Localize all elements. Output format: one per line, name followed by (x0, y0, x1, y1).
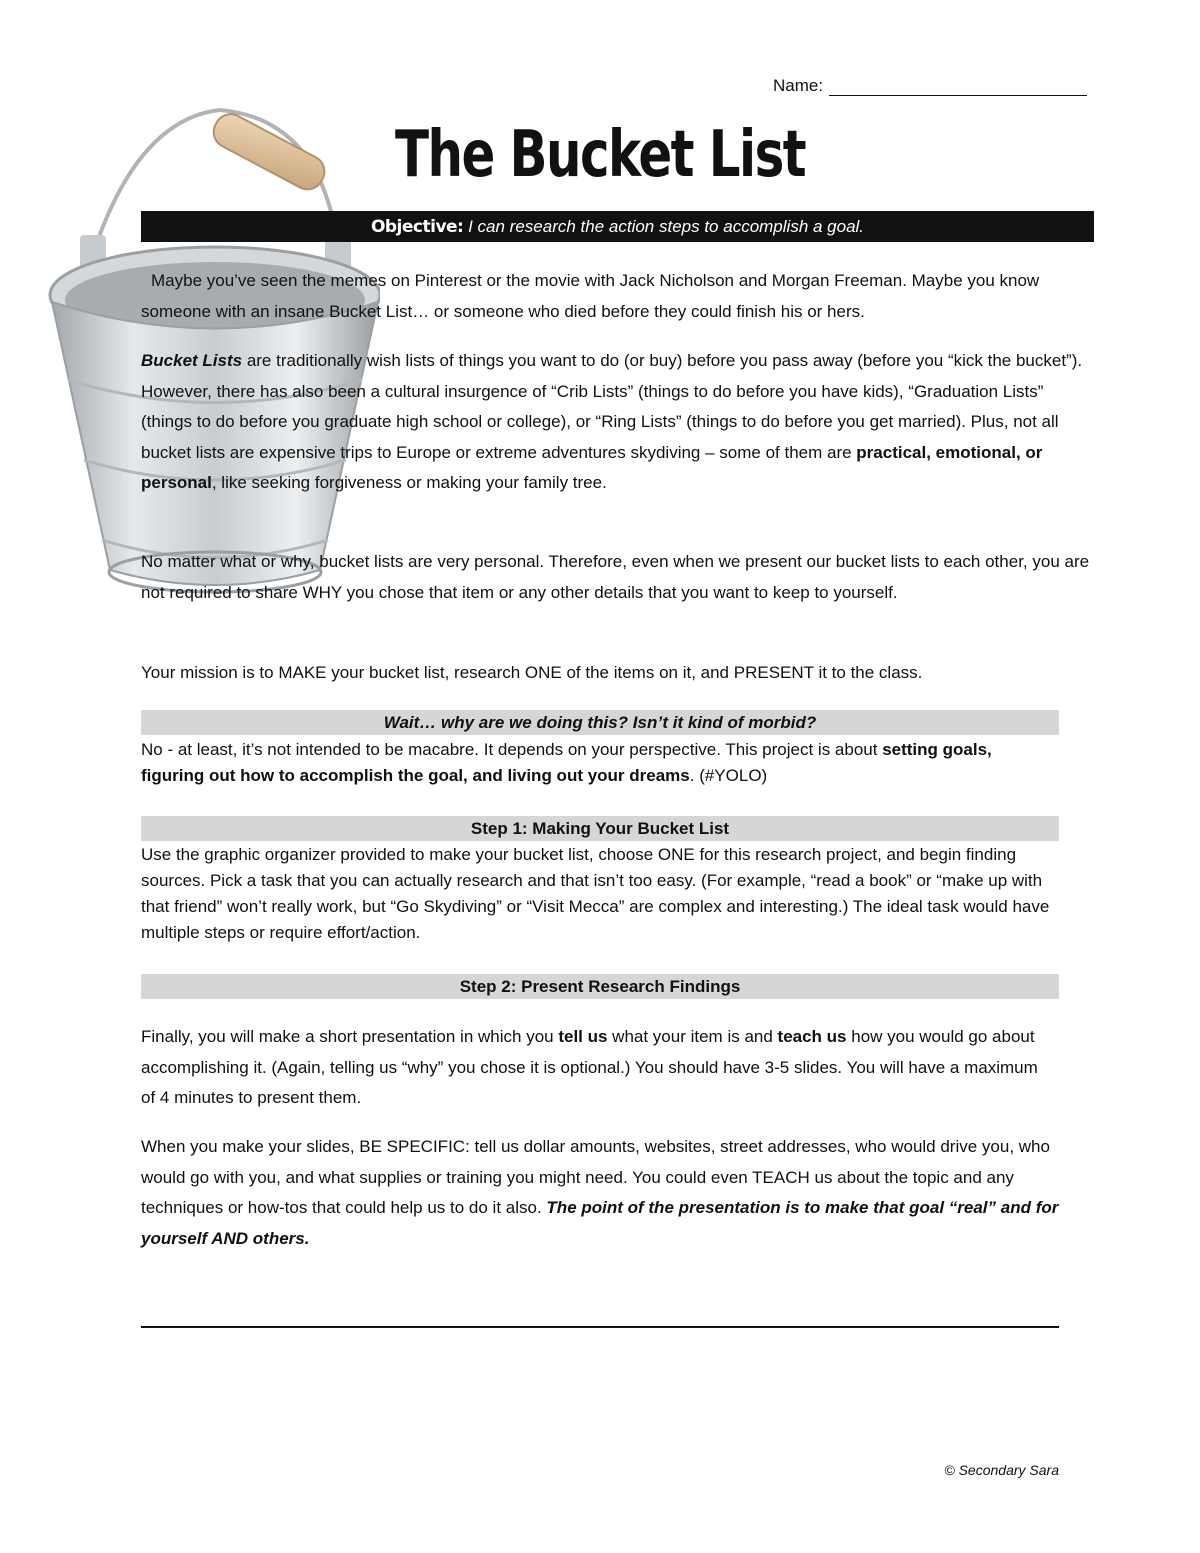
why-text-a: No - at least, it’s not intended to be macabre. It depends on your perspective. This project is about (141, 740, 883, 759)
step2-p1-text-b: what your item is and (607, 1027, 778, 1046)
why-heading: Wait… why are we doing this? Isn’t it kind of morbid? (141, 710, 1059, 735)
step1-heading: Step 1: Making Your Bucket List (141, 816, 1059, 841)
why-text-b: . (#YOLO) (689, 766, 768, 785)
intro-paragraph-2-bold: practical, emotional, or personal (141, 442, 1043, 492)
intro-paragraph-1: Maybe you’ve seen the memes on Pinterest or the movie with Jack Nicholson and Morgan Freeman. Maybe you know someone with an insane Bucket List… or someone who died before they could finish his or hers. (141, 271, 1040, 321)
step2-tell-us: tell us (558, 1027, 608, 1046)
intro-paragraph-4: Your mission is to MAKE your bucket list, research ONE of the items on it, and PRESENT it to the class. (141, 663, 923, 682)
step1-paragraph: Use the graphic organizer provided to make your bucket list, choose ONE for this research project, and begin finding sources. Pick a task that you can actually research and that isn’t too easy. (For example, “read a book” or “make up with that friend” won’t really work, but “Go Skydiving” or “Visit Mecca” are complex and interesting.) The ideal task would have multiple steps or require effort/action. (141, 845, 1050, 942)
step2-heading: Step 2: Present Research Findings (141, 974, 1059, 999)
name-blank-line[interactable] (829, 77, 1087, 96)
step2-p2-emphasis: The point of the presentation is to make that goal “real” and for yourself AND others. (141, 1198, 1059, 1248)
bottom-divider (141, 1326, 1059, 1328)
step2-paragraph-1 (141, 1022, 1051, 1114)
copyright-footer: © Secondary Sara (944, 1462, 1059, 1478)
intro-paragraph-2-text-b: , like seeking forgiveness or making your family tree. (211, 473, 607, 492)
step2-p1-text-a: Finally, you will make a short presentation in which you (141, 1027, 559, 1046)
intro-paragraph-3: No matter what or why, bucket lists are very personal. Therefore, even when we present our bucket lists to each other, you are not required to share WHY you chose that item or any other details that you want to keep to yourself. (141, 552, 1090, 602)
step2-paragraph-2 (141, 1132, 1061, 1254)
page-title: The Bucket List (394, 118, 806, 192)
step2-p1-text-c: how you would go about accomplishing it. (Again, telling us “why” you chose it is optional.) You should have 3-5 slides. You will have a maximum of 4 minutes to present them. (141, 1027, 1038, 1107)
why-paragraph (141, 737, 1059, 789)
why-text-bold: setting goals, figuring out how to accomplish the goal, and living out your dreams (141, 740, 992, 785)
objective-text: I can research the action steps to accomplish a goal. (468, 217, 865, 236)
name-label: Name: (773, 76, 824, 95)
objective-banner (141, 211, 1094, 242)
intro-paragraph-2 (141, 346, 1096, 499)
bucket-lists-term: Bucket Lists (141, 351, 243, 370)
intro-paragraph-2-text-a: are traditionally wish lists of things you want to do (or buy) before you pass away (before you “kick the bucket”). However, there has also been a cultural insurgence of “Crib Lists” (things to do before you have kids), “Graduation Lists” (things to do before you graduate high school or college), or “Ring Lists” (things to do before you get married). Plus, not all bucket lists are expensive trips to Europe or extreme adventures skydiving – some of them are (141, 351, 1083, 462)
name-field[interactable] (773, 76, 1087, 96)
objective-label: Objective: (370, 217, 464, 237)
step2-teach-us: teach us (777, 1027, 847, 1046)
step2-p2-text: When you make your slides, BE SPECIFIC: tell us dollar amounts, websites, street addresses, who would drive you, who would go with you, and what supplies or training you might need. You could even TEACH us about the topic and any techniques or how-tos that could help us to do it also. (141, 1137, 1050, 1217)
